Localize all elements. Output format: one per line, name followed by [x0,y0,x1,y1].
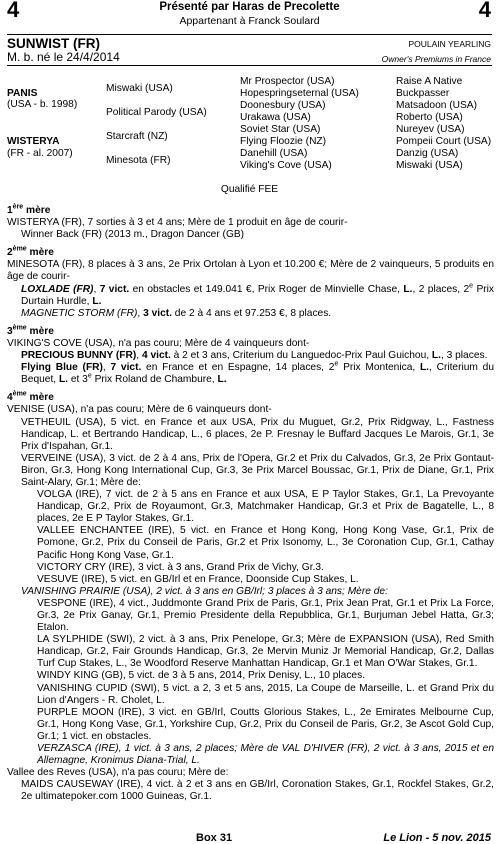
dam4-grandproduce: WINDY KING (GB), 5 vict. de 3 à 5 ans, 2014, Prix Denisy, L., 10 places. [37,670,366,682]
gen3-6: Flying Floozie (NZ) [240,136,327,147]
dam2-produce-2: MAGNETIC STORM (FR), 3 vict. de 2 à 4 ans et 97.253 €, 8 places. [21,307,332,319]
dam4-grandproduce: PURPLE MOON (IRE), 3 vict. en GB/Irl, Coutts Glorious Stakes, L., 2e Emirates Melbourne Cup, Gr.1, Hong Kong Vase, Gr.1, Yorkshire Cup, Gr.2, Prix du Conseil de Paris, Gr.2, 3e Ascot Gold Cup, Gr.1; 1 vict. en obstacles. [37,706,494,742]
owner-line: Appartenant à Franck Soulard [179,15,320,27]
lot-number-left: 4 [7,0,20,22]
dam-name: WISTERYA [7,136,60,147]
gen3-1: Mr Prospector (USA) [240,76,335,87]
dam2-heading: 2ème mère [7,245,54,259]
gen2-3: Starcraft (NZ) [106,131,168,142]
presenter-line: Présenté par Haras de Precolette [159,1,340,13]
dam3-produce-2: Flying Blue (FR), 7 vict. en France et en Espagne, 14 places, 2e Prix Montenica, L., Criterium du Bequet, L. et 3e Prix Roland de Chambure, L. [21,360,494,386]
box-number: Box 31 [196,832,233,844]
dam4-grandproduce: VESPONE (IRE), 4 vict., Juddmonte Grand Prix de Paris, Gr.1, Prix Jean Prat, Gr.1 et Prix La Force, Gr.3, 2e Prix Ganay, Gr.1, Premio Presidente della Repubblica, Gr.1, Burjuman Jebel Hatta, Gr.3; Etalon. [37,597,494,634]
divider [7,65,492,66]
divider [7,34,492,35]
gen2-4: Minesota (FR) [106,155,171,166]
sire-name: PANIS [7,88,38,99]
dam4-produce: Vallee des Reves (USA), n'a pas couru; Mère de: [7,767,229,779]
dam4-grandproduce: VALLEE ENCHANTEE (IRE), 5 vict. en France et Hong Kong, Hong Kong Vase, Gr.1, Prix de Pomone, Gr.2, Prix du Conseil de Paris, Gr.2 et Prix Isonomy, L., 3e Coronation Cup, Gr.1, Cathay Pacific Hong Kong Vase, Gr.1. [37,525,494,561]
dam4-grandproduce: MAIDS CAUSEWAY (IRE), 4 vict. à 2 et 3 ans en GB/Irl, Coronation Stakes, Gr.1, Rockfel Stakes, Gr.2, 2e ultimatepoker.com 1000 Guineas, Gr.1. [21,779,494,803]
gen3-3: Doonesbury (USA) [240,100,326,111]
dam3-heading: 3ème mère [7,324,54,337]
gen4-1: Raise A Native [396,76,463,87]
gen2-1: Miswaki (USA) [106,83,173,94]
gen4-6: Pompeii Court (USA) [396,136,492,147]
dam4-produce: VERVEINE (USA), 3 vict. de 2 à 4 ans, Prix de l'Opera, Gr.2 et Prix du Calvados, Gr.3, 2e Prix Gontaut-Biron, Gr.3, Hong Kong International Cup, Gr.3, 3e Prix Marcel Boussac, Gr.1, Prix de Diane, Gr.1, Prix Saint-Alary, Gr.1; Mère de: [21,452,494,488]
horse-name: SUNWIST (FR) [7,36,100,51]
gen4-4: Roberto (USA) [396,112,463,123]
dam1-produce: Winner Back (FR) (2013 m., Dragon Dancer (GB) [21,229,245,241]
gen4-8: Miswaki (USA) [396,160,463,171]
dam4-grandproduce: VANISHING CUPID (SWI), 5 vict. a 2, 3 et 5 ans, 2015, La Coupe de Marseille, L. et Grand Prix du Lion d'Angers - R. Cholet, L. [37,682,494,706]
gen2-2: Political Parody (USA) [106,107,207,118]
dam-info: (FR - al. 2007) [7,148,73,159]
horse-birth: M. b. né le 24/4/2014 [7,50,120,64]
dam4-heading: 4ème mère [7,390,54,404]
dam2-produce-1: LOXLADE (FR), 7 vict. en obstacles et 149.041 €, Prix Roger de Minvielle Chase, L., 2 places, 2e Prix Durtain Hurdle, L. [21,282,495,307]
dam4-produce: VANISHING PRAIRIE (USA), 2 vict. à 3 ans en GB/Irl; 3 places à 3 ans; Mère de: [21,585,388,597]
dam3-text: VIKING'S COVE (USA), n'a pas couru; Mère de 4 vainqueurs dont- [7,337,310,349]
gen4-7: Danzig (USA) [396,148,459,159]
qualifie-label: Qualifié FEE [220,184,279,195]
dam3-produce-1: PRECIOUS BUNNY (FR), 4 vict. à 2 et 3 ans, Criterium du Languedoc-Prix Paul Guichou, L., 3 places. [21,350,488,362]
gen4-2: Buckpasser [396,88,450,99]
sire-info: (USA - b. 1998) [7,99,78,110]
dam4-grandproduce: VICTORY CRY (IRE), 3 vict. à 3 ans, Grand Prix de Vichy, Gr.3. [37,561,324,573]
gen3-5: Soviet Star (USA) [240,124,321,135]
dam4-grandproduce: VERZASCA (IRE), 1 vict. à 3 ans, 2 places; Mère de VAL D'HIVER (FR), 2 vict. à 3 ans, 2015 et en Allemagne, Kronimus Diana-Trial, L. [37,743,494,767]
lot-number-right: 4 [478,0,491,22]
dam1-text: WISTERYA (FR), 7 sorties à 3 et 4 ans; Mère de 1 produit en âge de courir- [7,217,348,229]
sale-info: Le Lion - 5 nov. 2015 [383,832,491,844]
dam1-heading: 1ère mère [7,203,51,216]
gen3-7: Danehill (USA) [240,148,308,159]
dam4-produce: VETHEUIL (USA), 5 vict. en France et aux USA, Prix du Muguet, Gr.2, Prix Ridgway, L., Fastness Handicap, L. et Bertrando Handicap, L., 6 places, 2e P. Fresnay le Buffard Jacques Le Marois, Gr.1, 3e Prix d'Ispahan, Gr.1. [21,416,494,452]
gen3-4: Urakawa (USA) [240,112,311,123]
gen4-3: Matsadoon (USA) [396,100,477,111]
gen4-5: Nureyev (USA) [396,124,465,135]
dam4-grandproduce: LA SYLPHIDE (SWI), 2 vict. à 3 ans, Prix Penelope, Gr.3; Mère de EXPANSION (USA), Red Smith Handicap, Gr.2, Fair Grounds Handicap, Gr.3, 2e Mervin Muniz Jr Memorial Handicap, Gr.2, Dallas Turf Cup Stakes, L., 3e Woodford Reserve Manhattan Handicap, Gr.1 et Man O'War Stakes, Gr.1. [37,634,494,670]
dam4-grandproduce: VOLGA (IRE), 7 vict. de 2 à 5 ans en France et aux USA, E P Taylor Stakes, Gr.1, La Prevoyante Handicap, Gr.2, Prix de Royaumont, Gr.3, Matchmaker Handicap, Gr.3 et Prix de Bagatelle, L., 8 places, 2e E P Taylor Stakes, Gr.1. [37,489,494,525]
dam4-grandproduce: VESUVE (IRE), 5 vict. en GB/Irl et en France, Doonside Cup Stakes, L. [37,573,359,585]
owner-premium: Owner's Premiums in France [381,54,491,64]
dam4-text: VENISE (USA), n'a pas couru; Mère de 6 vainqueurs dont- [7,404,272,416]
family-body [7,199,494,804]
gen3-2: Hopespringseternal (USA) [240,88,359,99]
dam2-text: MINESOTA (FR), 8 places à 3 ans, 2e Prix Ortolan à Lyon et 10.200 €; Mère de 2 vainqueurs, 5 produits en âge de courir- [7,259,494,283]
gen3-8: Viking's Cove (USA) [240,160,332,171]
horse-category: POULAIN YEARLING [408,39,491,49]
